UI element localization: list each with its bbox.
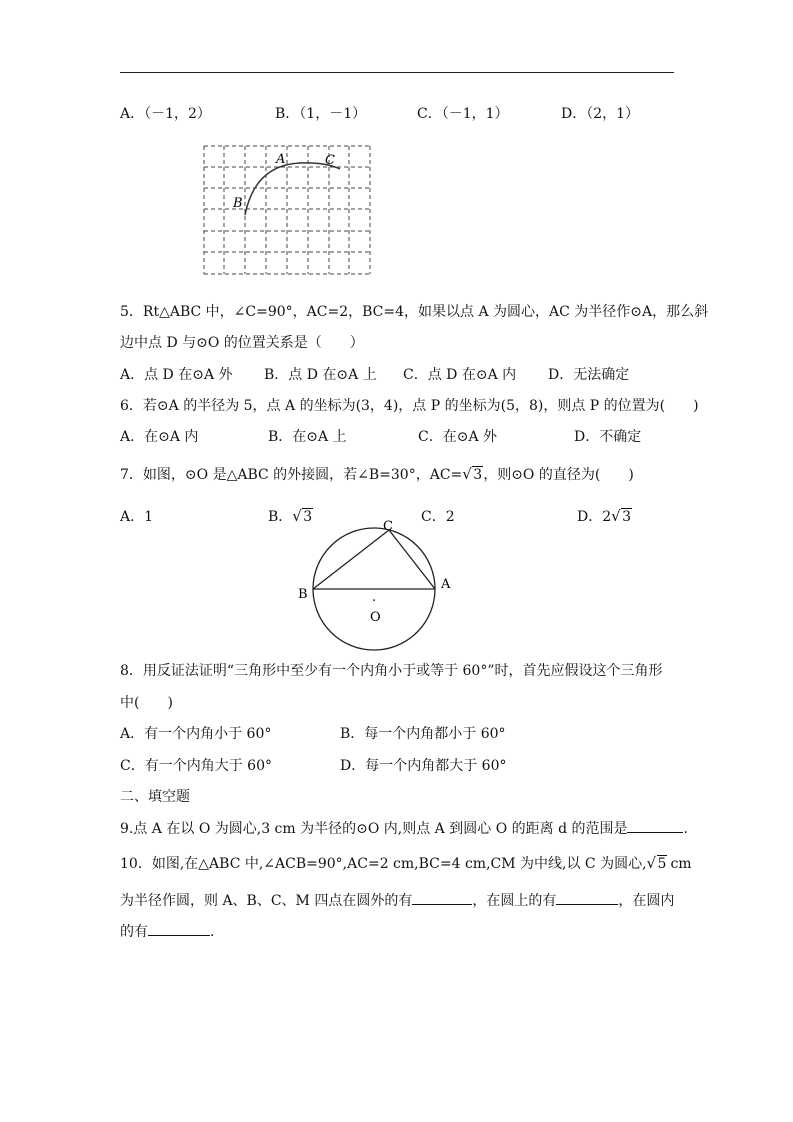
q7-radicand: 3 xyxy=(473,467,483,483)
q10-line1 xyxy=(120,853,692,873)
q5-stem-line2: 边中点 D 与⊙O 的位置关系是（ ） xyxy=(120,335,364,351)
q5-option-a: A．点 D 在⊙A 外 xyxy=(120,367,233,383)
q10-unit: cm xyxy=(670,856,692,872)
q8-stem-line2: 中( ) xyxy=(120,695,173,711)
q10-line3-before: 的有 xyxy=(120,924,148,940)
q6-option-c: C．在⊙A 外 xyxy=(418,429,498,445)
q5-option-d: D．无法确定 xyxy=(548,367,630,383)
point-label-b: B xyxy=(233,196,243,211)
header-rule xyxy=(120,72,674,73)
q10-line3 xyxy=(120,921,214,941)
center-label-o: O xyxy=(370,610,381,625)
q6-stem: 6．若⊙A 的半径为 5，点 A 的坐标为(3，4)，点 P 的坐标为(5，8)，则点 P 的位置为( ) xyxy=(120,398,699,414)
sqrt-symbol: √ 5 xyxy=(646,854,667,872)
q6-option-b: B．在⊙A 上 xyxy=(268,429,347,445)
q8-stem-line1: 8．用反证法证明“三角形中至少有一个内角小于或等于 60°”时，首先应假设这个三角形 xyxy=(120,663,663,679)
q4-option-b: B．（1，－1） xyxy=(275,106,367,122)
q9-end: . xyxy=(683,821,688,837)
q5-option-c: C．点 D 在⊙A 内 xyxy=(403,367,517,383)
sqrt-symbol: √ 3 xyxy=(611,507,632,525)
q7-option-d xyxy=(577,506,632,526)
vertex-label-a: A xyxy=(441,577,451,592)
q7-option-b-prefix: B． xyxy=(268,509,293,525)
q9-text: 9.点 A 在以 O 为圆心,3 cm 为半径的⊙O 内,则点 A 到圆心 O 的距离 d 的范围是 xyxy=(120,821,628,837)
side-bc xyxy=(313,530,389,589)
q7-stem xyxy=(120,464,634,484)
q7-option-b-radicand: 3 xyxy=(303,509,313,525)
answer-blank-inside[interactable] xyxy=(148,921,210,936)
q10-radicand: 5 xyxy=(657,856,667,872)
center-dot: . xyxy=(372,590,377,605)
vertex-label-b: B xyxy=(298,587,308,602)
q4-grid-figure xyxy=(203,145,373,277)
q7-circle-figure xyxy=(290,515,460,660)
q7-option-a: A．1 xyxy=(120,509,154,525)
q10-line2-mid: ，在圆上的有 xyxy=(472,893,557,909)
sqrt-symbol: √ 3 xyxy=(462,465,483,483)
q5-stem-line1: 5．Rt△ABC 中，∠C=90°，AC=2，BC=4，如果以点 A 为圆心，AC 为半径作⊙A，那么斜 xyxy=(120,304,709,320)
q6-option-a: A．在⊙A 内 xyxy=(120,429,199,445)
answer-blank-on[interactable] xyxy=(556,890,618,905)
q7-stem-before: 7．如图，⊙O 是△ABC 的外接圆，若∠B=30°，AC= xyxy=(120,467,463,483)
q7-option-d-prefix: D．2 xyxy=(577,509,612,525)
sqrt-symbol: √ 3 xyxy=(292,507,313,525)
q10-line2-before: 为半径作圆，则 A、B、C、M 四点在圆外的有 xyxy=(120,893,413,909)
q10-line2 xyxy=(120,890,674,910)
section-title: 二、填空题 xyxy=(120,789,190,805)
q4-option-a: A．（－1，2） xyxy=(120,106,211,122)
q8-option-d: D．每一个内角都大于 60° xyxy=(340,758,507,774)
q4-option-d: D．（2，1） xyxy=(561,106,640,122)
point-label-a: A xyxy=(276,152,286,167)
q9-stem xyxy=(120,818,688,838)
q4-option-c: C．（－1，1） xyxy=(417,106,509,122)
arc-curve xyxy=(245,163,340,215)
q8-option-c: C．有一个内角大于 60° xyxy=(120,758,272,774)
answer-blank-outside[interactable] xyxy=(412,890,472,905)
q10-line3-end: . xyxy=(210,924,215,940)
q5-option-b: B．点 D 在⊙A 上 xyxy=(264,367,377,383)
q7-stem-after: ，则⊙O 的直径为( ) xyxy=(483,467,634,483)
answer-blank[interactable] xyxy=(627,818,683,833)
vertex-label-c: C xyxy=(383,519,393,534)
q10-line1-text: 10．如图,在△ABC 中,∠ACB=90°,AC=2 cm,BC=4 cm,CM 为中线,以 C 为圆心, xyxy=(120,856,647,872)
q8-option-b: B．每一个内角都小于 60° xyxy=(340,726,506,742)
q6-option-d: D．不确定 xyxy=(574,429,642,445)
q10-line2-after: ，在圆内 xyxy=(618,893,675,909)
q7-option-c: C．2 xyxy=(421,509,455,525)
point-label-c: C xyxy=(325,153,335,168)
q7-option-d-radicand: 3 xyxy=(622,509,632,525)
q8-option-a: A．有一个内角小于 60° xyxy=(120,726,272,742)
